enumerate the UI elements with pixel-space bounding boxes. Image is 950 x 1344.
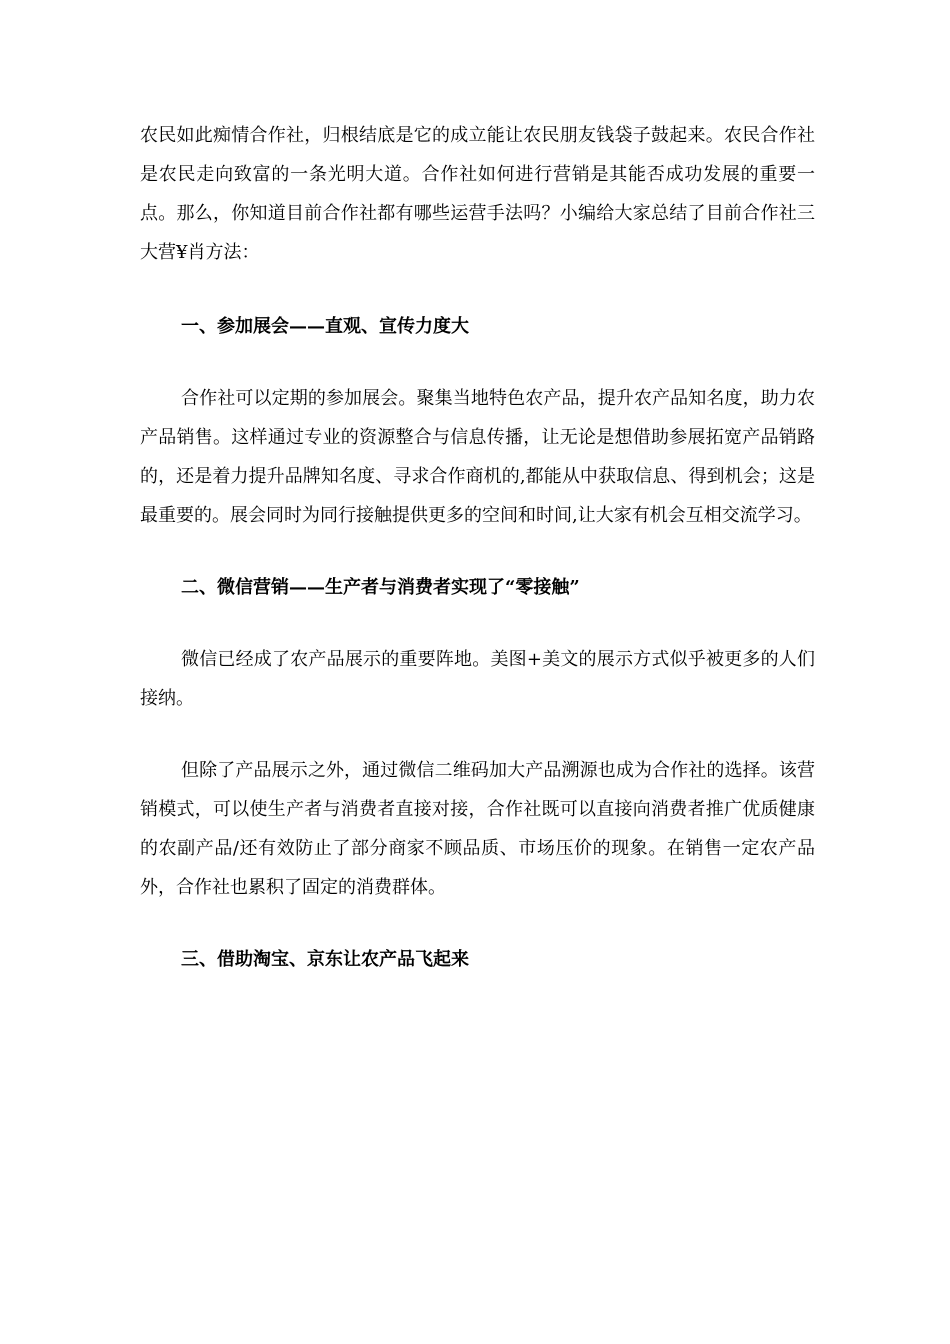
section-heading-exhibition: 一、参加展会——直观、宣传力度大 bbox=[181, 316, 469, 337]
intro-paragraph: 农民如此痴情合作社，归根结底是它的成立能让农民朋友钱袋子鼓起来。农民合作社是农民走向致富的一条光明大道。合作社如何进行营销是其能否成功发展的重要一点。那么，你知道目前合作社都有哪些运营手法吗？小编给大家总结了目前合作社三大营¥肖方法： bbox=[140, 125, 815, 263]
section-heading-wechat: 二、微信营销——生产者与消费者实现了“零接触” bbox=[181, 577, 580, 598]
body-paragraph-wechat-2: 但除了产品展示之外，通过微信二维码加大产品溯源也成为合作社的选择。该营销模式，可以使生产者与消费者直接对接，合作社既可以直接向消费者推广优质健康的农副产品/还有效防止了部分商家不顾品质、市场压价的现象。在销售一定农产品外，合作社也累积了固定的消费群体。 bbox=[140, 760, 815, 898]
document-page bbox=[140, 116, 815, 979]
section-heading-ecommerce: 三、借助淘宝、京东让农产品飞起来 bbox=[181, 949, 469, 970]
body-paragraph-exhibition: 合作社可以定期的参加展会。聚集当地特色农产品，提升农产品知名度，助力农产品销售。这样通过专业的资源整合与信息传播，让无论是想借助参展拓宽产品销路的，还是着力提升品牌知名度、寻求合作商机的,都能从中获取信息、得到机会；这是最重要的。展会同时为同行接触提供更多的空间和时间,让大家有机会互相交流学习。 bbox=[140, 388, 815, 526]
body-paragraph-wechat-1: 微信已经成了农产品展示的重要阵地。美图+美文的展示方式似乎被更多的人们接纳。 bbox=[140, 649, 815, 709]
